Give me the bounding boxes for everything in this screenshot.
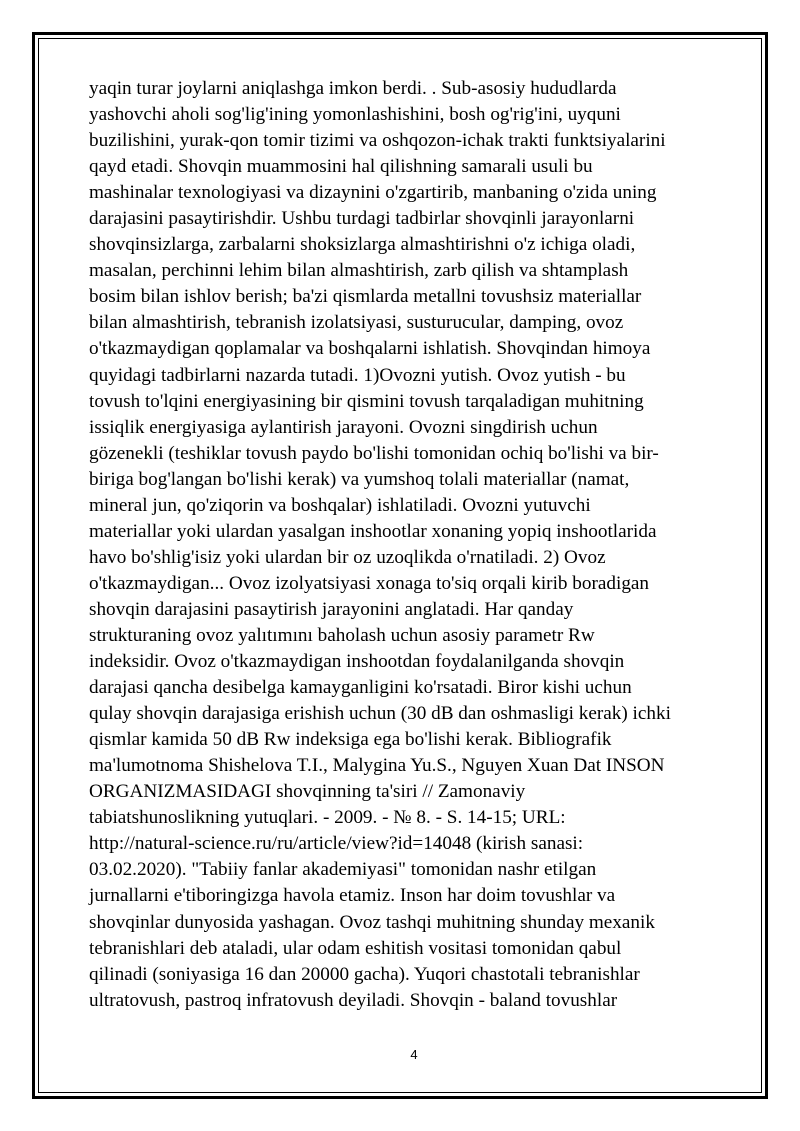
text-line: darajasini pasaytirishdir. Ushbu turdagi tadbirlar shovqinli jarayonlarni (89, 208, 635, 230)
text-line: yashovchi aholi sog'lig'ining yomonlashishini, bosh og'rig'ini, uyquni (89, 104, 621, 126)
text-line: tovush to'lqini energiyasining bir qismini tovush tarqaladigan muhitning (89, 390, 644, 412)
text-line: materiallar yoki ulardan yasalgan inshootlar xonaning yopiq inshootlarida (89, 520, 657, 542)
text-line: shovqin darajasini pasaytirish jarayonini anglatadi. Har qanday (89, 598, 574, 620)
page-body-text (89, 76, 749, 1014)
text-line: ultratovush, pastroq infratovush deyiladi. Shovqin - baland tovushlar (89, 989, 618, 1011)
text-line: shovqinsizlarga, zarbalarni shoksizlarga almashtirishni o'z ichiga oladi, (89, 234, 636, 256)
text-line: issiqlik energiyasiga aylantirish jarayoni. Ovozni singdirish uchun (89, 416, 598, 438)
text-line: darajasi qancha desibelga kamayganligini ko'rsatadi. Biror kishi uchun (89, 677, 632, 699)
text-line: tabiatshunoslikning yutuqlari. - 2009. - № 8. - S. 14-15; URL: (89, 807, 566, 829)
text-line: indeksidir. Ovoz o'tkazmaydigan inshootdan foydalanilganda shovqin (89, 651, 625, 673)
text-line: shovqinlar dunyosida yashagan. Ovoz tashqi muhitning shunday mexanik (89, 911, 655, 933)
text-line: http://natural-science.ru/ru/article/view?id=14048 (kirish sanasi: (89, 833, 584, 855)
text-line: gözenekli (teshiklar tovush paydo bo'lishi tomonidan ochiq bo'lishi va bir- (89, 442, 659, 464)
text-line: qayd etadi. Shovqin muammosini hal qilishning samarali usuli bu (89, 156, 593, 178)
text-line: 03.02.2020). "Tabiiy fanlar akademiyasi" tomonidan nashr etilgan (89, 859, 597, 881)
text-line: jurnallarni e'tiboringizga havola etamiz. Inson har doim tovushlar va (89, 885, 616, 907)
page-number: 4 (410, 1047, 418, 1062)
text-line: bosim bilan ishlov berish; ba'zi qismlarda metallni tovushsiz materiallar (89, 286, 642, 308)
text-line: ORGANIZMASIDAGI shovqinning ta'siri // Zamonaviy (89, 781, 526, 803)
text-line: masalan, perchinni lehim bilan almashtirish, zarb qilish va shtamplash (89, 260, 629, 282)
text-line: qulay shovqin darajasiga erishish uchun (30 dB dan oshmasligi kerak) ichki (89, 703, 671, 725)
text-line: tebranishlari deb ataladi, ular odam eshitish vositasi tomonidan qabul (89, 937, 622, 959)
text-line: mashinalar texnologiyasi va dizaynini o'zgartirib, manbaning o'zida uning (89, 182, 657, 204)
text-line: buzilishini, yurak-qon tomir tizimi va oshqozon-ichak trakti funktsiyalarini (89, 130, 666, 152)
text-line: qilinadi (soniyasiga 16 dan 20000 gacha). Yuqori chastotali tebranishlar (89, 963, 640, 985)
text-line: o'tkazmaydigan... Ovoz izolyatsiyasi xonaga to'siq orqali kirib boradigan (89, 572, 650, 594)
text-line: o'tkazmaydigan qoplamalar va boshqalarni ishlatish. Shovqindan himoya (89, 338, 651, 360)
text-line: mineral jun, qo'ziqorin va boshqalar) ishlatiladi. Ovozni yutuvchi (89, 494, 591, 516)
text-line: havo bo'shlig'isiz yoki ulardan bir oz uzoqlikda o'rnatiladi. 2) Ovoz (89, 546, 606, 568)
text-line: ma'lumotnoma Shishelova T.I., Malygina Yu.S., Nguyen Xuan Dat INSON (89, 755, 665, 777)
text-line: quyidagi tadbirlarni nazarda tutadi. 1)Ovozni yutish. Ovoz yutish - bu (89, 364, 626, 386)
text-line: yaqin turar joylarni aniqlashga imkon berdi. . Sub-asosiy hududlarda (89, 78, 617, 99)
text-line: strukturaning ovoz yalıtımını baholash uchun asosiy parametr Rw (89, 624, 595, 646)
text-line: bilan almashtirish, tebranish izolatsiyasi, susturucular, damping, ovoz (89, 312, 624, 334)
text-line: qismlar kamida 50 dB Rw indeksiga ega bo'lishi kerak. Bibliografik (89, 729, 612, 751)
text-line: biriga bog'langan bo'lishi kerak) va yumshoq tolali materiallar (namat, (89, 468, 630, 490)
